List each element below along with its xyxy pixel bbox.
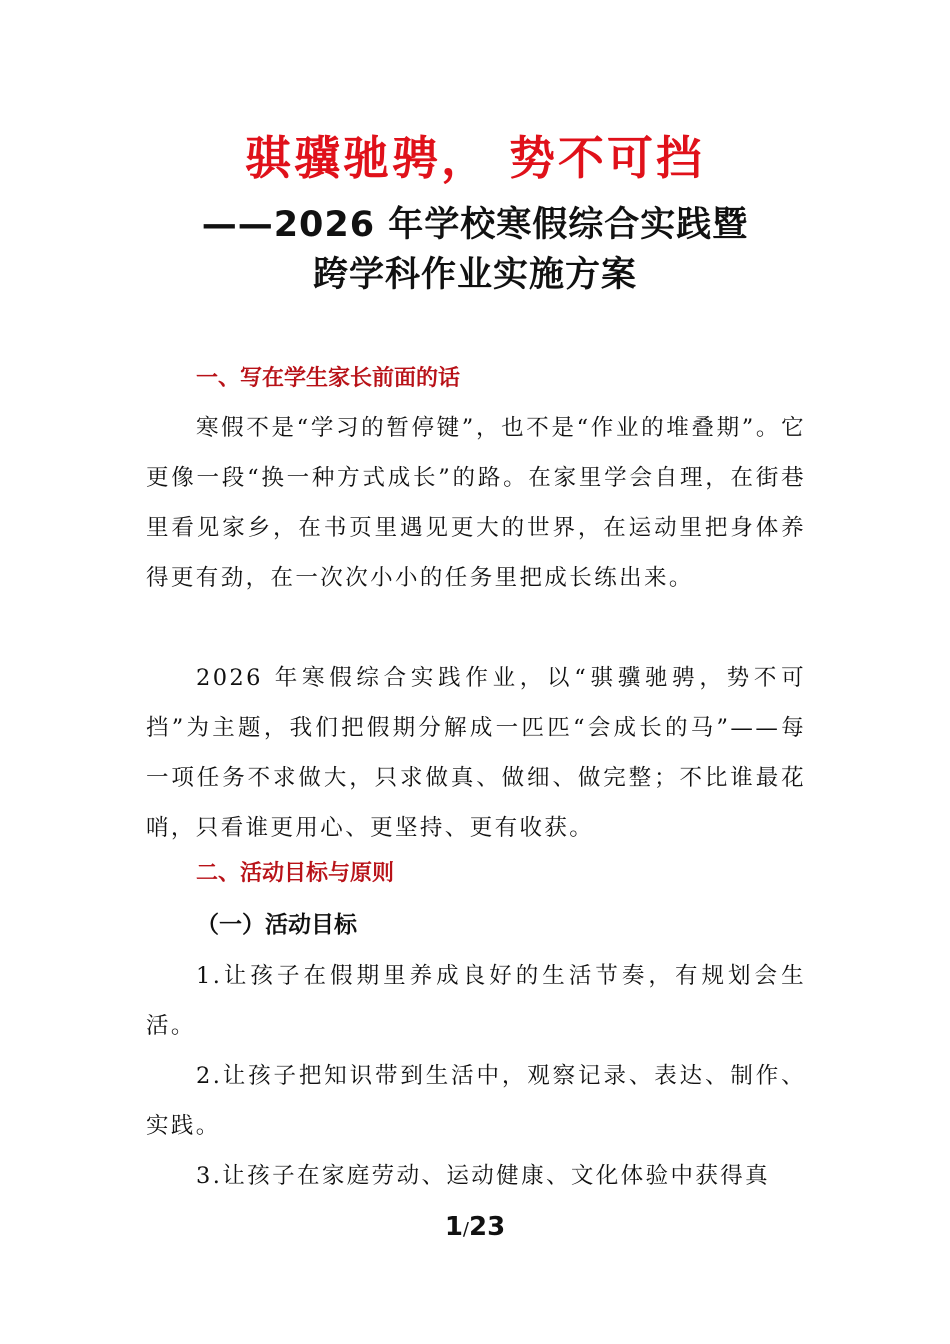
document-subtitle-line1: ——2026 年学校寒假综合实践暨: [201, 205, 749, 245]
page-current: 1: [444, 1212, 463, 1242]
paragraph-intro-1: 寒假不是“学习的暂停键”，也不是“作业的堆叠期”。它更像一段“换一种方式成长”的路。在家里学会自理，在街巷里看见家乡，在书页里遇见更大的世界，在运动里把身体养得更有劲，在一次次小小的任务里把成长练出来。: [146, 415, 806, 591]
paragraph-intro-2: 2026 年寒假综合实践作业，以“骐骥驰骋，势不可挡”为主题，我们把假期分解成一匹匹“会成长的马”——每一项任务不求做大，只求做真、做细、做完整；不比谁最花哨，只看谁更用心、更坚持、更有收获。: [146, 665, 806, 841]
section-heading-2: 二、活动目标与原则: [196, 861, 395, 886]
subheading-goals: （一）活动目标: [196, 912, 357, 938]
goal-item-1: 1.让孩子在假期里养成良好的生活节奏，有规划会生活。: [146, 963, 806, 1039]
document-subtitle-line2: 跨学科作业实施方案: [312, 255, 637, 295]
document-title: 骐骥驰骋， 势不可挡: [244, 131, 705, 185]
page-number: [0, 1212, 950, 1242]
page-separator: /: [462, 1219, 469, 1240]
section-heading-1: 一、写在学生家长前面的话: [196, 366, 461, 391]
page-total: 23: [468, 1212, 506, 1242]
goal-item-2: 2.让孩子把知识带到生活中，观察记录、表达、制作、实践。: [146, 1063, 806, 1139]
goal-item-3: 3.让孩子在家庭劳动、运动健康、文化体验中获得真: [196, 1163, 771, 1189]
